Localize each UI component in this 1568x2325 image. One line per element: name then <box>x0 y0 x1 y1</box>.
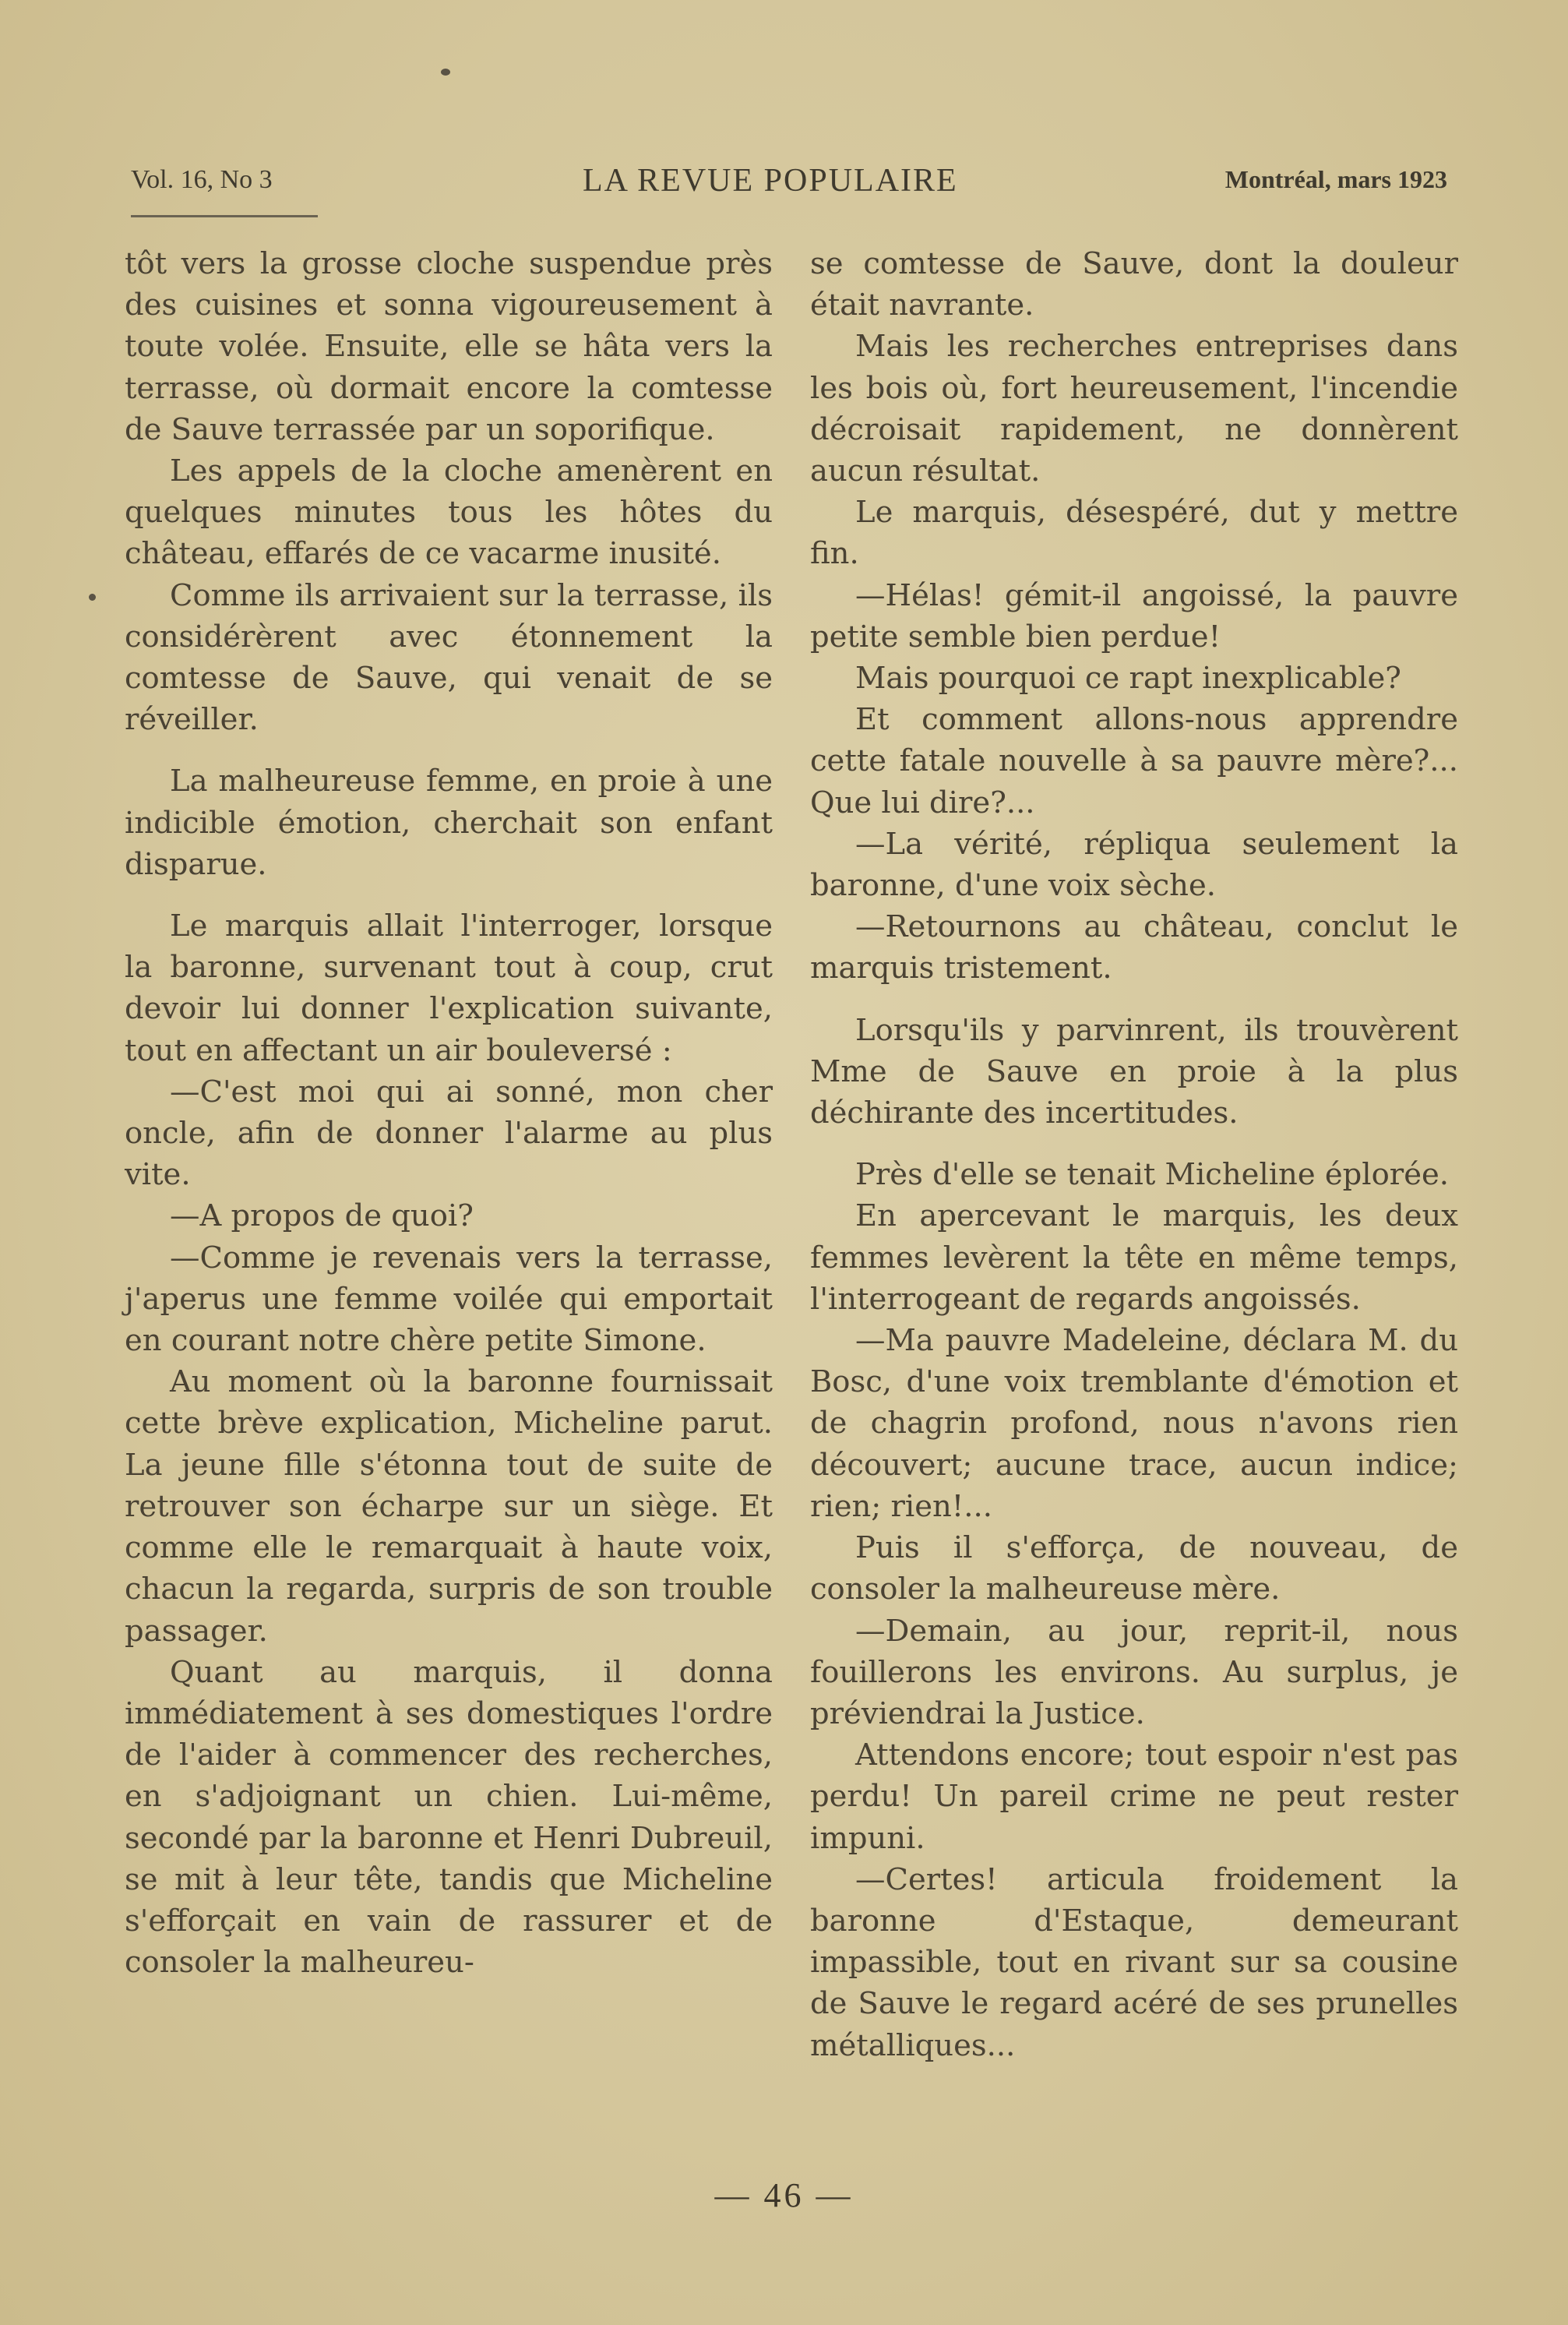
paragraph: La malheureuse femme, en proie à une indicible émotion, cherchait son enfant disparue. <box>125 764 773 882</box>
issue-date: Montréal, mars 1923 <box>1224 165 1447 193</box>
paragraph: Mais pourquoi ce rapt inexplicable? <box>855 661 1401 697</box>
paragraph: En apercevant le marquis, les deux femmes levèrent la tête en même temps, l'interrogeant de regards angoissés. <box>810 1198 1458 1317</box>
paragraph: se comtesse de Sauve, dont la douleur était navrante. <box>810 246 1458 323</box>
left-column <box>125 243 773 1983</box>
paragraph: Près d'elle se tenait Micheline éplorée. <box>855 1157 1450 1193</box>
paragraph: —Certes! articula froidement la baronne d'Estaque, demeurant impassible, tout en rivant sur sa cousine de Sauve le regard acéré de ses prunelles métalliques... <box>810 1861 1458 2063</box>
paragraph: Au moment où la baronne fournissait cette brève explication, Micheline parut. La jeune fille s'étonna tout de suite de retrouver son écharpe sur un siège. Et comme elle le remarquait à haute voix, chacun la regarda, surpris de son trouble passager. <box>125 1364 773 1649</box>
page-number: — 46 — <box>714 2176 854 2214</box>
volume-label: Vol. 16, No 3 <box>131 165 273 194</box>
paragraph: Le marquis allait l'interroger, lorsque la baronne, survenant tout à coup, crut devoir lui donner l'explication suivante, tout en affectant un air bouleversé : <box>125 908 773 1068</box>
paragraph: Puis il s'efforça, de nouveau, de consoler la malheureuse mère. <box>810 1530 1458 1607</box>
page-header <box>131 162 1447 209</box>
paragraph: —C'est moi qui ai sonné, mon cher oncle, afin de donner l'alarme au plus vite. <box>125 1074 773 1193</box>
paragraph: —Demain, au jour, reprit-il, nous fouillerons les environs. Au surplus, je préviendrai la Justice. <box>810 1613 1458 1731</box>
paragraph: —Retournons au château, conclut le marquis tristement. <box>810 909 1458 986</box>
paragraph: —Ma pauvre Madeleine, déclara M. du Bosc, d'une voix tremblante d'émotion et de chagrin profond, nous n'avons rien découvert; aucune trace, aucun indice; rien; rien!... <box>810 1323 1458 1524</box>
paragraph: —A propos de quoi? <box>170 1198 474 1234</box>
paragraph: —La vérité, répliqua seulement la baronne, d'une voix sèche. <box>810 826 1458 904</box>
right-column <box>810 243 1458 2066</box>
paragraph: Comme ils arrivaient sur la terrasse, ils considérèrent avec étonnement la comtesse de Sauve, qui venait de se réveiller. <box>125 577 773 738</box>
paragraph: Lorsqu'ils y parvinrent, ils trouvèrent Mme de Sauve en proie à la plus déchirante des incertitudes. <box>810 1012 1458 1131</box>
header-rule <box>131 215 318 217</box>
paragraph: —Comme je revenais vers la terrasse, j'aperus une femme voilée qui emportait en courant notre chère petite Simone. <box>125 1240 773 1359</box>
paragraph: Et comment allons-nous apprendre cette fatale nouvelle à sa pauvre mère?... Que lui dire?... <box>810 702 1458 820</box>
paragraph: Le marquis, désespéré, dut y mettre fin. <box>810 495 1458 572</box>
paragraph: Quant au marquis, il donna immédiatement à ses domestiques l'ordre de l'aider à commencer des recherches, en s'adjoignant un chien. Lui-même, secondé par la baronne et Henri Dubreuil, se mit à leur tête, tandis que Micheline s'efforçait en vain de rassurer et de consoler la malheureu- <box>125 1654 773 1981</box>
paragraph: Attendons encore; tout espoir n'est pas perdu! Un pareil crime ne peut rester impuni. <box>810 1738 1458 1856</box>
paragraph: Les appels de la cloche amenèrent en quelques minutes tous les hôtes du château, effarés de ce vacarme inusité. <box>125 453 773 572</box>
paragraph: —Hélas! gémit-il angoissé, la pauvre petite semble bien perdue! <box>810 577 1458 654</box>
paragraph: tôt vers la grosse cloche suspendue près des cuisines et sonna vigoureusement à toute volée. Ensuite, elle se hâta vers la terrasse, où dormait encore la comtesse de Sauve terrassée par un soporifique. <box>125 246 773 447</box>
paragraph: Mais les recherches entreprises dans les bois où, fort heureusement, l'incendie décroisait rapidement, ne donnèrent aucun résultat. <box>810 329 1458 489</box>
paper-speck <box>441 69 450 76</box>
paper-speck <box>89 594 96 601</box>
journal-title: LA REVUE POPULAIRE <box>583 163 958 199</box>
